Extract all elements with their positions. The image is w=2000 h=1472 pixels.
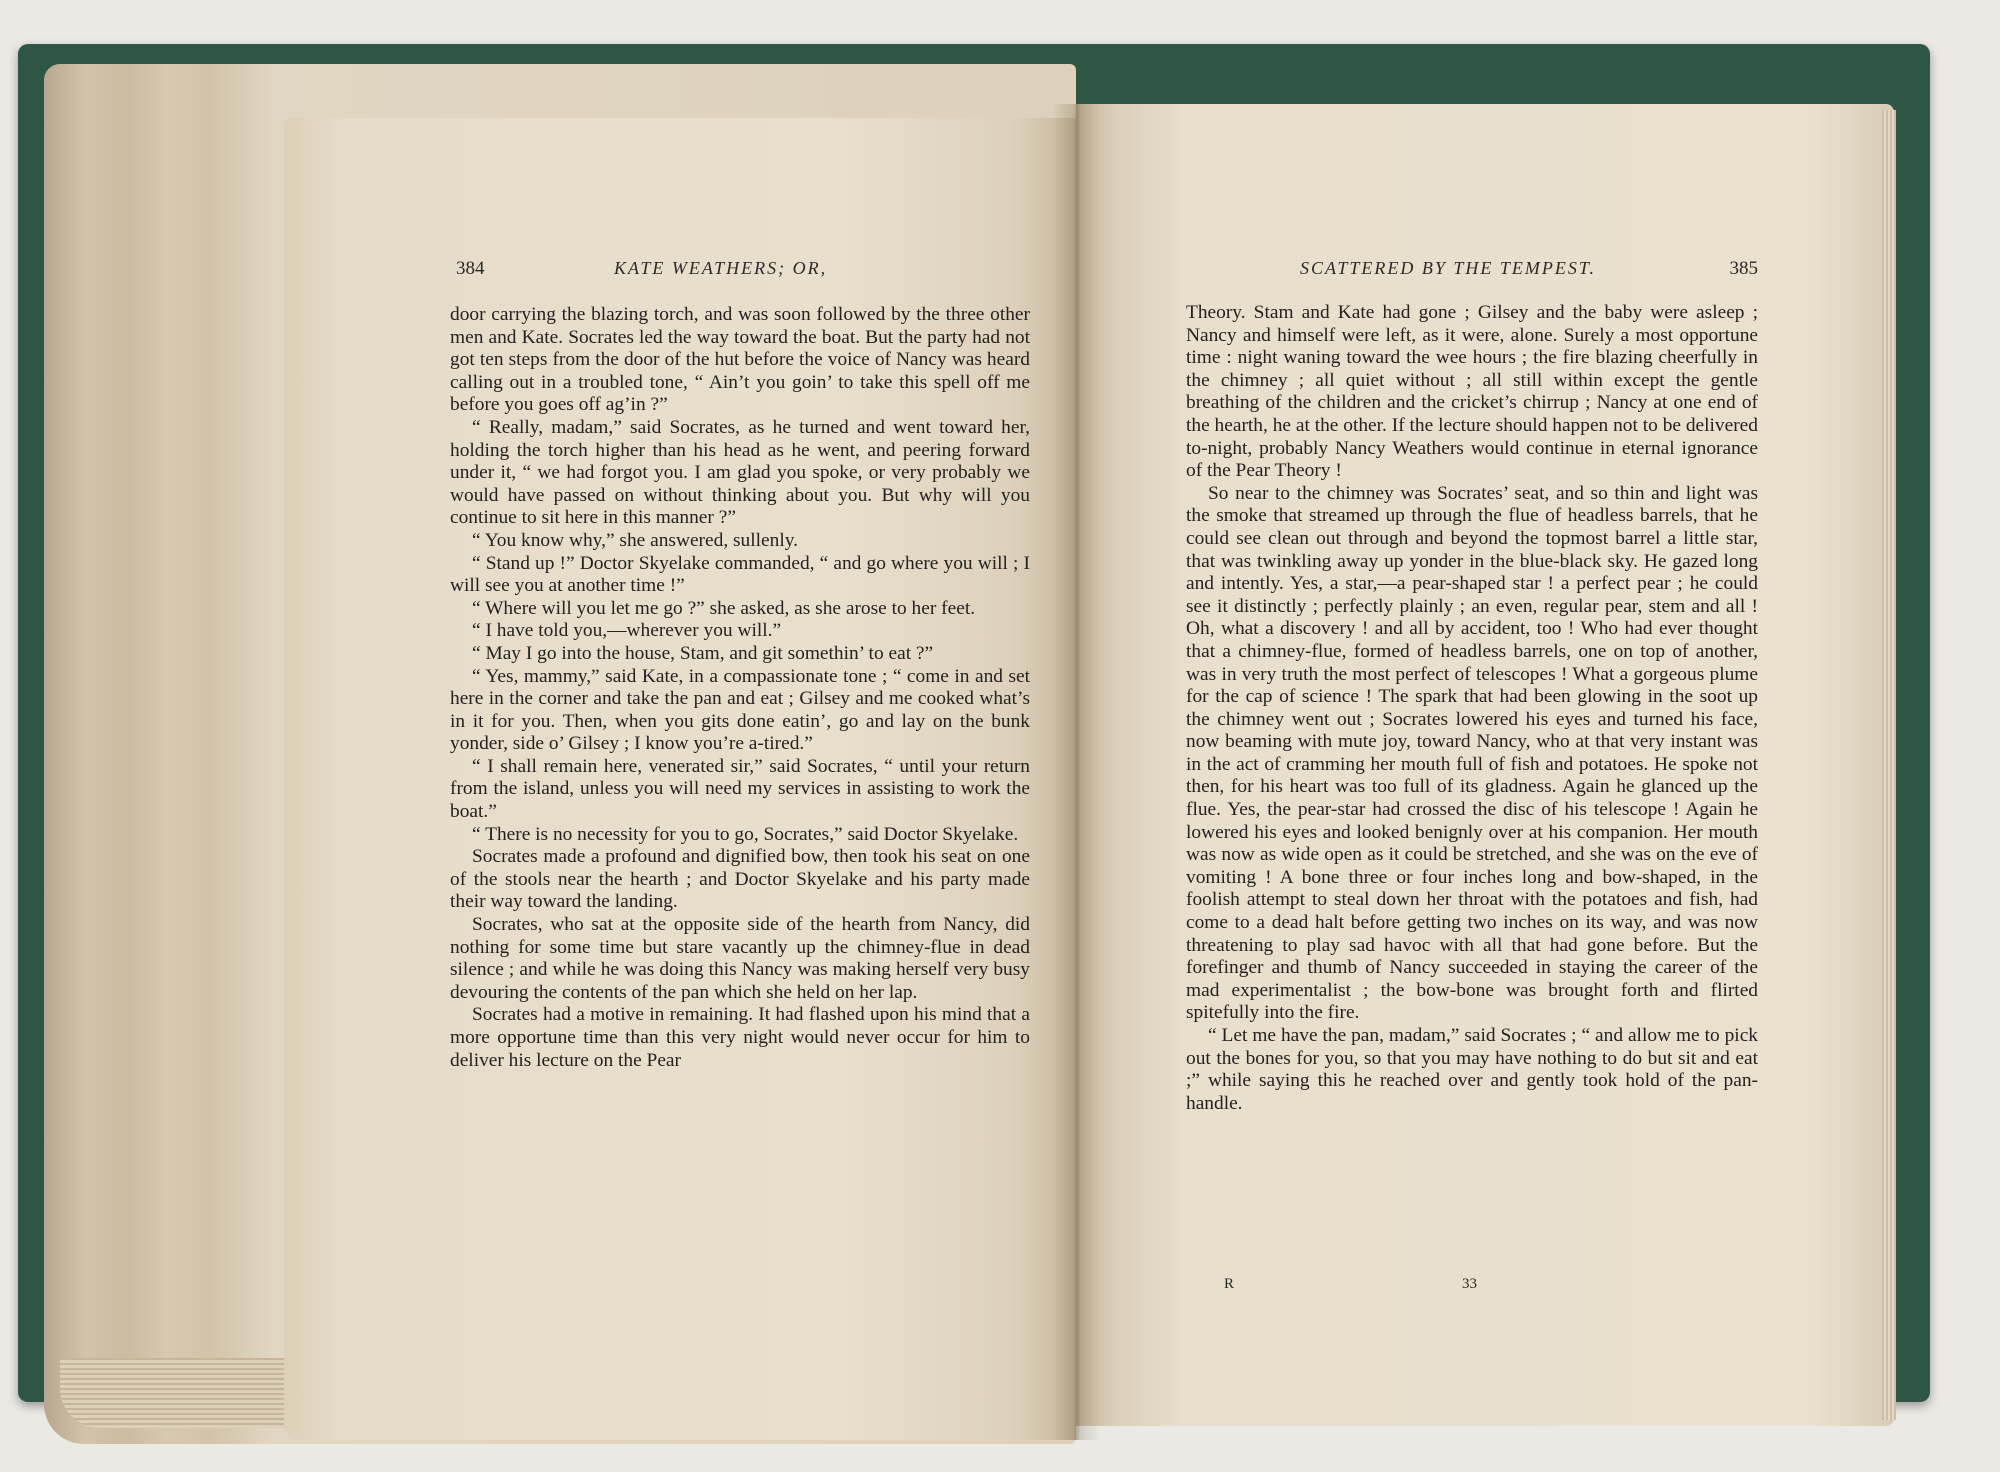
paragraph: Socrates made a profound and dignified bow, then took his seat on one of the stools near the hearth ; and Doctor Skyelake and his party made their way toward the landing.	[450, 846, 1030, 913]
signature-mark: R	[1224, 1276, 1235, 1292]
paragraph: “ Yes, mammy,” said Kate, in a compassionate tone ; “ come in and set here in the corner and take the pan and eat ; Gilsey and me cooked what’s in it for you. Then, when you gits done eatin’, go and lay on the bunk yonder, side o’ Gilsey ; I know you’re a-tired.”	[450, 665, 1030, 755]
left-page-text	[450, 304, 1030, 1072]
paragraph: “ You know why,” she answered, sullenly.	[472, 529, 799, 551]
paragraph: door carrying the blazing torch, and was soon followed by the three other men and Kate. Socrates led the way toward the boat. But the party had not got ten steps from the door of the hut before the voice of Nancy was heard calling out in a troubled tone, “ Ain’t you goin’ to take this spell off me before you goes off ag’in ?”	[450, 304, 1030, 416]
right-running-head: SCATTERED BY THE TEMPEST.	[1300, 258, 1597, 278]
book-gutter	[1052, 104, 1100, 1440]
paragraph: “ May I go into the house, Stam, and git somethin’ to eat ?”	[472, 642, 934, 664]
signature-number: 33	[1462, 1276, 1477, 1292]
paragraph: “ I have told you,—wherever you will.”	[472, 620, 782, 642]
left-page-number: 384	[456, 258, 485, 279]
paragraph: “ Really, madam,” said Socrates, as he turned and went toward her, holding the torch higher than his head as he went, and peering forward under it, “ we had forgot you. I am glad you spoke, or very probably we would have passed on without thinking about you. But why will you continue to sit here in this manner ?”	[450, 416, 1030, 529]
paragraph: “ There is no necessity for you to go, Socrates,” said Doctor Skyelake.	[472, 823, 1019, 845]
right-page-header	[1192, 258, 1758, 290]
paragraph: So near to the chimney was Socrates’ seat, and so thin and light was the smoke that streamed up through the flue of headless barrels, that he could see clean out through and beyond the topmost barrel a little star, that was twinkling away up yonder in the blue-black sky. He gazed long and intently. Yes, a star,—a pear-shaped star ! a perfect pear ; he could see it distinctly ; perfectly plainly ; an even, regular pear, stem and all ! Oh, what a discovery ! and all by accident, too ! Who had ever thought that a chimney-flue, formed of headless barrels, one on top of another, was in very truth the most perfect of telescopes ! What a gorgeous plume for the cap of science ! The spark that had been glowing in the soot up the chimney went out ; Socrates lowered his eyes and turned his face, now beaming with mute joy, toward Nancy, who at that very instant was in the act of cramming her mouth full of fish and potatoes. He spoke not then, for his heart was too full of its gladness. Again he glanced up the flue. Yes, the pear-star had crossed the disc of his telescope ! Again he lowered his eyes and looked benignly over at his companion. Her mouth was now as wide open as it could be stretched, and she was on the eve of vomiting ! A bone three or four inches long and bow-shaped, in the foolish attempt to steal down her throat with the potatoes and fish, had come to a dead halt before getting two inches on its way, and was now threatening to play sad havoc with all that had gone before. But the forefinger and thumb of Nancy succeeded in staying the career of the mad experimentalist ; the bow-bone was brought forth and flirted spitefully into the fire.	[1186, 482, 1758, 1024]
left-page-header	[456, 258, 1032, 290]
right-page-number: 385	[1729, 258, 1758, 279]
right-page-text	[1186, 302, 1758, 1115]
left-running-head: KATE WEATHERS; OR,	[614, 258, 828, 278]
paragraph: Socrates had a motive in remaining. It had flashed upon his mind that a more opportune time than this very night would never occur for him to deliver his lecture on the Pear	[450, 1004, 1030, 1071]
paragraph: “ Let me have the pan, madam,” said Socrates ; “ and allow me to pick out the bones for you, so that you may have nothing to do but sit and eat ;” while saying this he reached over and gently took hold of the pan-handle.	[1186, 1025, 1758, 1114]
paragraph: “ Where will you let me go ?” she asked, as she arose to her feet.	[472, 597, 976, 619]
paragraph: Socrates, who sat at the opposite side of the hearth from Nancy, did nothing for some time but stare vacantly up the chimney-flue in dead silence ; and while he was doing this Nancy was making herself very busy devouring the contents of the pan which she held on her lap.	[450, 914, 1030, 1003]
paragraph: Theory. Stam and Kate had gone ; Gilsey and the baby were asleep ; Nancy and himself were left, as it were, alone. Surely a most opportune time : night waning toward the wee hours ; the fire blazing cheerfully in the chimney ; all quiet without ; all still within except the gentle breathing of the children and the cricket’s chirrup ; Nancy at one end of the hearth, he at the other. If the lecture should happen not to be delivered to-night, probably Nancy Weathers would continue in eternal ignorance of the Pear Theory !	[1186, 302, 1758, 482]
paragraph: “ I shall remain here, venerated sir,” said Socrates, “ until your return from the island, unless you will need my services in assisting to work the boat.”	[450, 755, 1030, 823]
paragraph: “ Stand up !” Doctor Skyelake commanded, “ and go where you will ; I will see you at another time !”	[450, 552, 1030, 597]
right-page-edges	[1882, 110, 1896, 1420]
signature-line	[1186, 1276, 1758, 1296]
